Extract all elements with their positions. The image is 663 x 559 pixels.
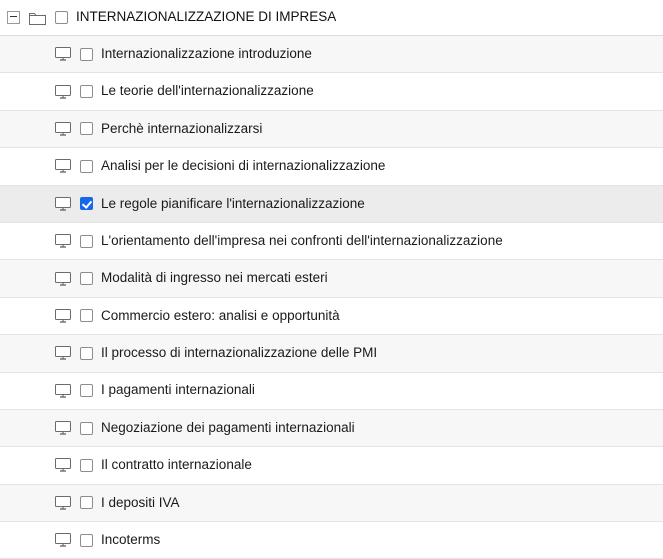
- monitor-icon: [55, 197, 71, 211]
- minus-square-icon[interactable]: [7, 11, 20, 24]
- tree-item-row[interactable]: [0, 186, 663, 223]
- tree-item-row[interactable]: [0, 111, 663, 148]
- item-checkbox[interactable]: [80, 160, 93, 173]
- item-label: I depositi IVA: [101, 495, 180, 510]
- item-label: Commercio estero: analisi e opportunità: [101, 308, 340, 323]
- tree-item-row[interactable]: [0, 335, 663, 372]
- item-checkbox[interactable]: [80, 384, 93, 397]
- monitor-icon: [55, 47, 71, 61]
- item-checkbox[interactable]: [80, 272, 93, 285]
- root-checkbox[interactable]: [55, 11, 68, 24]
- item-label: Le teorie dell'internazionalizzazione: [101, 84, 314, 99]
- item-checkbox[interactable]: [80, 459, 93, 472]
- item-checkbox[interactable]: [80, 534, 93, 547]
- monitor-icon: [55, 533, 71, 547]
- item-checkbox[interactable]: [80, 309, 93, 322]
- monitor-icon: [55, 346, 71, 360]
- item-checkbox[interactable]: [80, 422, 93, 435]
- tree-item-row[interactable]: [0, 373, 663, 410]
- item-label: Il processo di internazionalizzazione delle PMI: [101, 346, 378, 361]
- item-checkbox[interactable]: [80, 48, 93, 61]
- item-checkbox[interactable]: [80, 496, 93, 509]
- item-label: Internazionalizzazione introduzione: [101, 46, 312, 61]
- monitor-icon: [55, 421, 71, 435]
- root-label: INTERNAZIONALIZZAZIONE DI IMPRESA: [76, 10, 337, 25]
- item-label: Analisi per le decisioni di internazionalizzazione: [101, 159, 386, 174]
- tree-item-row[interactable]: [0, 73, 663, 110]
- monitor-icon: [55, 85, 71, 99]
- tree-item-row[interactable]: [0, 410, 663, 447]
- item-checkbox[interactable]: [80, 122, 93, 135]
- monitor-icon: [55, 159, 71, 173]
- item-checkbox[interactable]: [80, 197, 93, 210]
- item-label: Il contratto internazionale: [101, 458, 252, 473]
- monitor-icon: [55, 458, 71, 472]
- tree-item-row[interactable]: [0, 522, 663, 559]
- tree-item-row[interactable]: [0, 223, 663, 260]
- tree-item-row[interactable]: [0, 148, 663, 185]
- folder-icon: [29, 11, 46, 25]
- item-checkbox[interactable]: [80, 235, 93, 248]
- tree-item-row[interactable]: [0, 298, 663, 335]
- tree-item-row[interactable]: [0, 260, 663, 297]
- item-label: Modalità di ingresso nei mercati esteri: [101, 271, 328, 286]
- tree-root-row[interactable]: [0, 0, 663, 36]
- item-label: Negoziazione dei pagamenti internazionali: [101, 420, 355, 435]
- tree-item-row[interactable]: [0, 36, 663, 73]
- monitor-icon: [55, 272, 71, 286]
- item-label: Le regole pianificare l'internazionalizzazione: [101, 196, 365, 211]
- monitor-icon: [55, 496, 71, 510]
- item-label: Incoterms: [101, 533, 161, 548]
- tree-item-row[interactable]: [0, 447, 663, 484]
- item-label: Perchè internazionalizzarsi: [101, 121, 263, 136]
- monitor-icon: [55, 122, 71, 136]
- item-checkbox[interactable]: [80, 347, 93, 360]
- item-label: I pagamenti internazionali: [101, 383, 255, 398]
- tree-item-row[interactable]: [0, 485, 663, 522]
- monitor-icon: [55, 234, 71, 248]
- monitor-icon: [55, 309, 71, 323]
- item-checkbox[interactable]: [80, 85, 93, 98]
- item-label: L'orientamento dell'impresa nei confronti dell'internazionalizzazione: [101, 233, 503, 248]
- monitor-icon: [55, 384, 71, 398]
